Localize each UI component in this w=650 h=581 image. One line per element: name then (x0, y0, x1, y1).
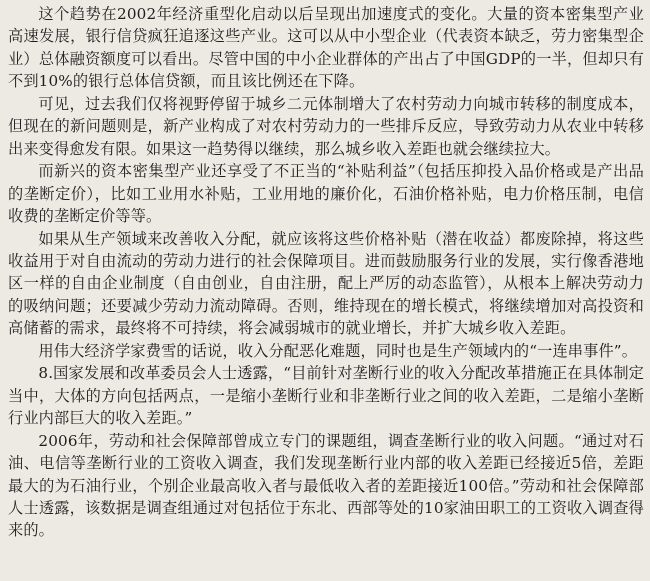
paragraph-4: 如果从生产领域来改善收入分配，就应该将这些价格补贴（潜在收益）都废除掉，将这些收益用于对自由流动的劳动力进行的社会保障项目。进而鼓励服务行业的发展，实行像香港地区一样的自由企业制度（自由创业，自由注册，配上严厉的动态监管），从根本上解决劳动力的吸纳问题；还要减少劳动力流动障碍。否则，维持现在的增长模式，将继续增加对高投资和高储蓄的需求，最终将不可持续，将会减弱城市的就业增长，并扩大城乡收入差距。 (8, 229, 644, 338)
paragraph-6: 8.国家发展和改革委员会人士透露，“目前针对垄断行业的收入分配改革措施正在具体制定当中，大体的方向包括两点，一是缩小垄断行业和非垄断行业之间的收入差距，二是缩小垄断行业内部巨大的收入差距。” (8, 364, 644, 428)
paragraph-3: 而新兴的资本密集型产业还享受了不正当的“补贴利益”（包括压抑投入品价格或是产出品的垄断定价），比如工业用水补贴，工业用地的廉价化，石油价格补贴，电力价格压制，电信收费的垄断定价等等。 (8, 162, 644, 226)
paragraph-5: 用伟大经济学家费雪的话说，收入分配恶化难题，同时也是生产领域内的“一连串事件”。 (38, 341, 638, 360)
paragraph-1: 这个趋势在2002年经济重型化启动以后呈现出加速度式的变化。大量的资本密集型产业高速发展，银行信贷疯狂追逐这些产业。这可以从中小型企业（代表资本缺乏，劳力密集型企业）总体融资额度可以看出。尽管中国的中小企业群体的产出占了中国GDP的一半，但却只有不到10%的银行总体信贷额，而且该比例还在下降。 (8, 5, 644, 91)
paragraph-7: 2006年，劳动和社会保障部曾成立专门的课题组，调查垄断行业的收入问题。“通过对石油、电信等垄断行业的工资收入调查，我们发现垄断行业内部的收入差距已经接近5倍，差距最大的为石油行业，个别企业最高收入者与最低收入者的差距接近100倍。”劳动和社会保障部人士透露，该数据是调查组通过对包括位于东北、西部等处的10家油田职工的工资收入调查得来的。 (8, 431, 644, 540)
paragraph-2: 可见，过去我们仅将视野停留于城乡二元体制增大了农村劳动力向城市转移的制度成本，但现在的新问题则是，新产业构成了对农村劳动力的一些排斥反应，导致劳动力从农业中转移出来变得愈发有限。如果这一趋势得以继续，那么城乡收入差距也就会继续拉大。 (8, 94, 644, 158)
